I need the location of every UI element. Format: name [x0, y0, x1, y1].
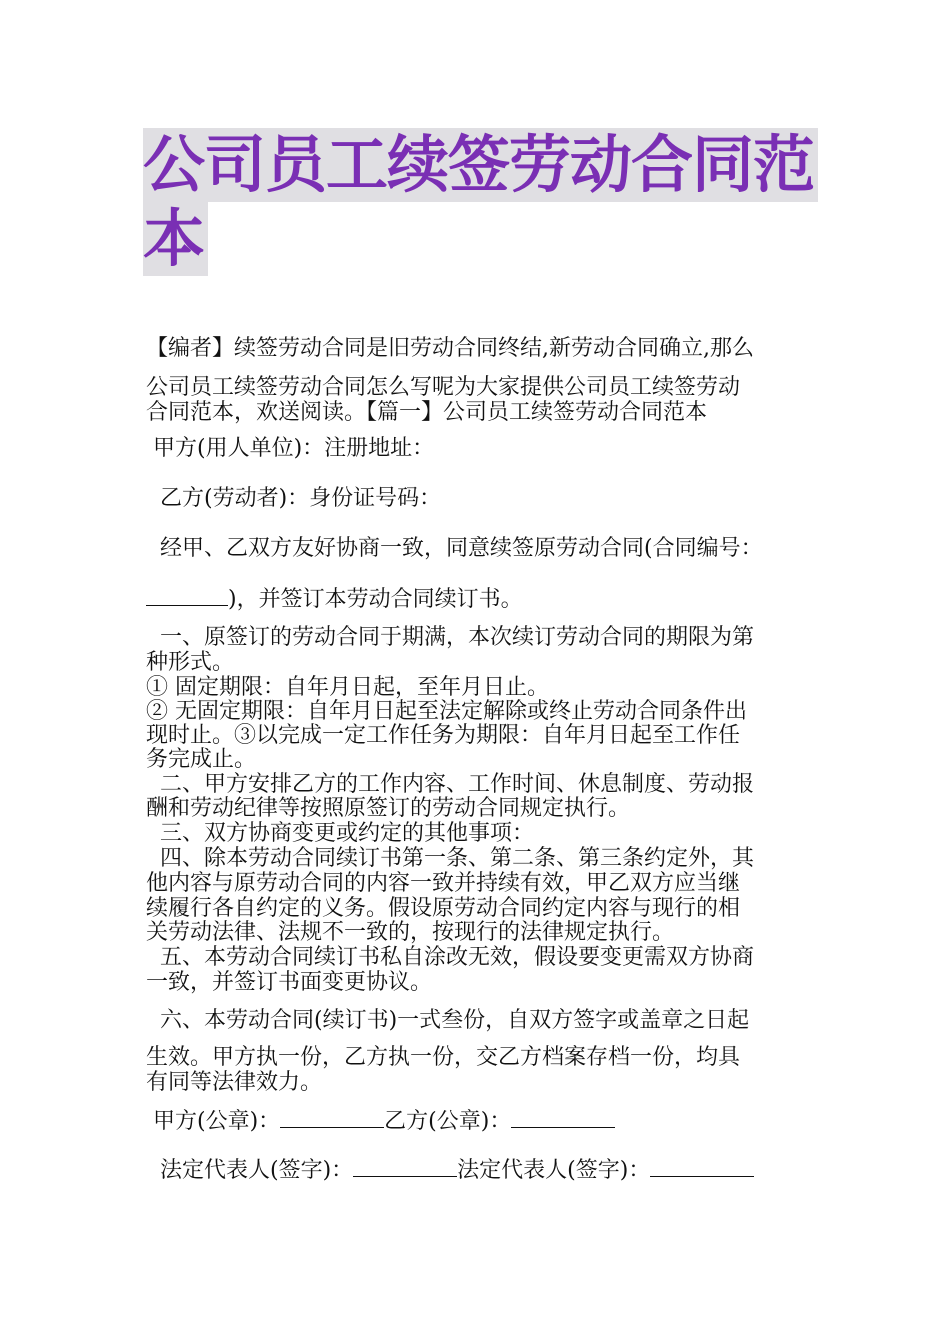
option-1: ① 固定期限：自年月日起，至年月日止。 [146, 675, 549, 700]
intro-line-3: 合同范本，欢送阅读。【篇一】公司员工续签劳动合同范本 [146, 400, 708, 425]
agreement-line-2 [146, 585, 816, 612]
option-2-line-3: 务完成止。 [146, 747, 257, 772]
seal-line [146, 1107, 816, 1134]
party-a-rep-label: 法定代表人(签字)： [146, 1158, 354, 1183]
title-line-2: 本 [143, 202, 208, 276]
clause-2-line-1: 二、甲方安排乙方的工作内容、工作时间、休息制度、劳动报 [146, 772, 755, 797]
party-a-seal-blank [280, 1107, 384, 1128]
title-line-1: 公司员工续签劳动合同范 [143, 128, 818, 202]
option-2-line-1: ② 无固定期限：自年月日起至法定解除或终止劳动合同条件出 [146, 699, 747, 724]
intro-line-1: 【编者】续签劳动合同是旧劳动合同终结,新劳动合同确立,那么 [146, 336, 754, 361]
clause-6-line-1: 六、本劳动合同(续订书)一式叁份，自双方签字或盖章之日起 [146, 1008, 750, 1033]
clause-5-line-2: 一致，并签订书面变更协议。 [146, 970, 433, 995]
clause-4-line-2: 他内容与原劳动合同的内容一致并持续有效，甲乙双方应当继 [146, 871, 741, 896]
clause-4-line-1: 四、除本劳动合同续订书第一条、第二条、第三条约定外，其 [146, 846, 755, 871]
party-b-line: 乙方(劳动者)：身份证号码： [146, 486, 442, 511]
clause-5-line-1: 五、本劳动合同续订书私自涂改无效，假设要变更需双方协商 [146, 945, 755, 970]
party-a-line: 甲方(用人单位)：注册地址： [146, 436, 435, 461]
party-b-seal-label: 乙方(公章)： [384, 1109, 512, 1134]
option-2-line-2: 现时止。③以完成一定工作任务为期限：自年月日起至工作任 [146, 723, 741, 748]
clause-1-line-1: 一、原签订的劳动合同于期满，本次续订劳动合同的期限为第 [146, 625, 755, 650]
agreement-line-2-text: )，并签订本劳动合同续订书。 [228, 587, 523, 612]
intro-line-2: 公司员工续签劳动合同怎么写呢为大家提供公司员工续签劳动 [146, 375, 741, 400]
clause-6-line-2: 生效。甲方执一份，乙方执一份，交乙方档案存档一份，均具 [146, 1045, 741, 1070]
party-b-rep-label: 法定代表人(签字)： [457, 1158, 651, 1183]
clause-4-line-3: 续履行各自约定的义务。假设原劳动合同约定内容与现行的相 [146, 896, 741, 921]
clause-4-line-4: 关劳动法律、法规不一致的，按现行的法律规定执行。 [146, 920, 675, 945]
document-title [143, 128, 823, 276]
clause-1-line-2: 种形式。 [146, 650, 235, 675]
clause-6-line-3: 有同等法律效力。 [146, 1070, 323, 1095]
party-b-seal-blank [511, 1107, 615, 1128]
party-a-rep-blank [353, 1156, 457, 1177]
contract-number-blank [146, 585, 228, 606]
representative-line [146, 1156, 816, 1183]
party-a-seal-label: 甲方(公章)： [146, 1109, 281, 1134]
party-b-rep-blank [650, 1156, 754, 1177]
agreement-line-1: 经甲、乙双方友好协商一致，同意续签原劳动合同(合同编号： [146, 536, 763, 561]
clause-2-line-2: 酬和劳动纪律等按照原签订的劳动合同规定执行。 [146, 796, 631, 821]
clause-3: 三、双方协商变更或约定的其他事项： [146, 821, 535, 846]
